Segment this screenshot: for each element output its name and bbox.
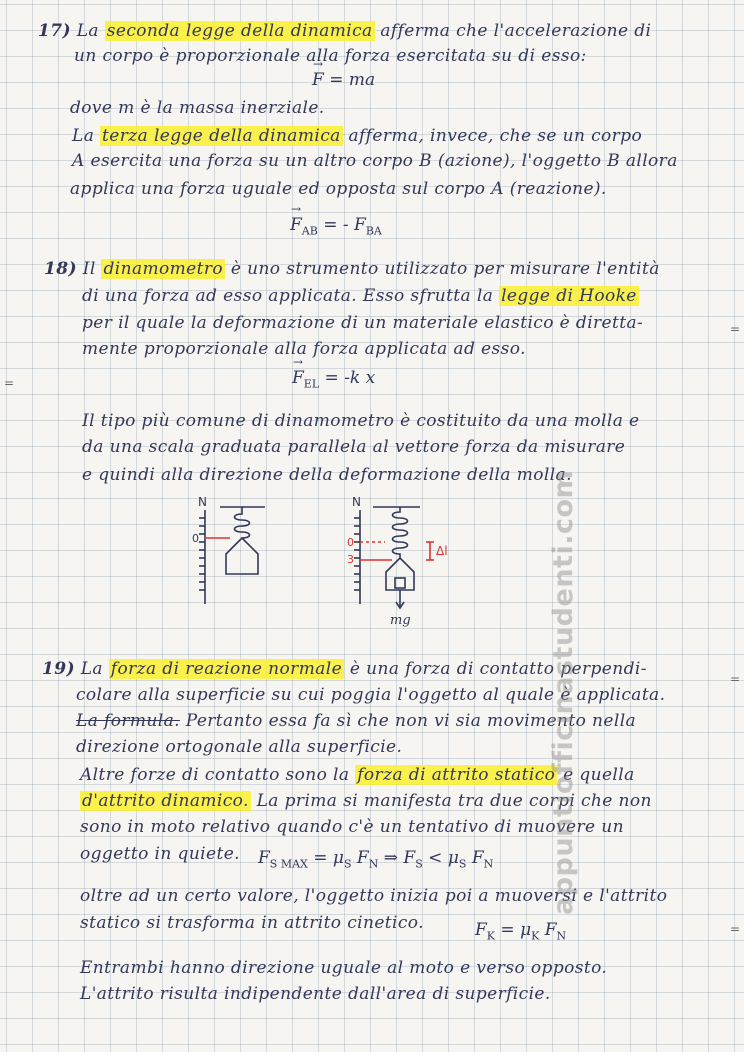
highlight-forza-reazione-normale: forza di reazione normale — [110, 659, 343, 679]
highlight-seconda-legge: seconda legge della dinamica — [106, 21, 373, 41]
s17-line-3: dove m è la massa inerziale. — [70, 98, 325, 118]
sub-k2: K — [531, 929, 540, 943]
highlight-attrito-statico: forza di attrito statico — [357, 765, 556, 785]
s18-line-7: e quindi alla direzione della deformazione della molla. — [82, 465, 572, 485]
margin-mark-right-2: = — [730, 672, 741, 686]
dynamometer-loaded — [354, 507, 434, 608]
formula-eq: = - F — [317, 215, 366, 235]
sub-s1: S — [343, 857, 352, 871]
vec-force: → F — [312, 70, 324, 90]
highlight-dinamometro: dinamometro — [103, 259, 224, 279]
label-delta-l: Δl — [436, 544, 448, 558]
s19-formula-static-friction — [258, 848, 493, 870]
f-s: F — [258, 848, 270, 868]
sub-el: EL — [303, 377, 320, 391]
s19-l6b: La prima si manifesta tra due corpi che non — [250, 791, 652, 811]
s17-l1b: afferma che l'accelerazione di — [374, 21, 652, 41]
s17-formula-third-law — [290, 215, 382, 237]
mu-k: = μ — [495, 920, 532, 940]
strikethrough-text: La formula. — [76, 711, 180, 731]
label-three: 3 — [347, 553, 354, 566]
f-n3: F — [539, 920, 557, 940]
s19-l3b: Pertanto essa fa sì che non vi sia movimento nella — [179, 711, 637, 731]
s19-line-10: statico si trasforma in attrito cinetico. — [80, 913, 424, 933]
sub-ab: AB — [301, 224, 318, 238]
dynamometer-diagram — [180, 492, 450, 632]
sub-s3: S — [458, 857, 467, 871]
s19-line-4: direzione ortogonale alla superficie. — [76, 737, 403, 757]
sub-n2: N — [483, 857, 494, 871]
mu-s2: < μ — [422, 848, 459, 868]
label-zero1: 0 — [192, 532, 199, 545]
s18-line-3: per il quale la deformazione di un materiale elastico è diretta- — [82, 313, 644, 333]
highlight-terza-legge: terza legge della dinamica — [102, 126, 341, 146]
label-n2: N — [352, 495, 361, 509]
s19-line-2: colare alla superficie su cui poggia l'oggetto al quale è applicata. — [76, 685, 666, 705]
s19-l5a: Altre forze di contatto sono la — [80, 765, 356, 785]
s17-formula-newton — [312, 70, 375, 90]
sub-k: K — [486, 929, 496, 943]
s19-line-8: oggetto in quiete. — [80, 844, 240, 864]
label-mg: mg — [390, 613, 411, 628]
highlight-attrito-dinamico: d'attrito dinamico. — [82, 791, 249, 811]
margin-mark-right-1: = — [730, 322, 741, 336]
s17-line-4 — [72, 125, 642, 147]
s18-l2a: di una forza ad esso applicata. Esso sfrutta la — [82, 286, 500, 306]
s17-line-2: un corpo è proporzionale alla forza esercitata su di esso: — [74, 46, 587, 66]
watermark: appuntiofficinastudenti.com — [548, 469, 579, 915]
s17-l4b: afferma, invece, che se un corpo — [342, 126, 643, 146]
f-n2: F — [466, 848, 484, 868]
s17-l1a: La — [76, 21, 105, 41]
s17-line-5: A esercita una forza su un altro corpo B (azione), l'oggetto B allora — [72, 151, 678, 171]
s18-formula-hooke — [292, 368, 375, 390]
s17-number: 17) — [38, 21, 71, 41]
s18-line-2 — [82, 285, 639, 307]
vec-fab: → F — [290, 215, 302, 235]
s19-formula-kinetic-friction — [475, 920, 566, 942]
s19-number: 19) — [42, 659, 75, 679]
s19-line-12: L'attrito risulta indipendente dall'area di superficie. — [80, 984, 551, 1004]
s18-line-6: da una scala graduata parallela al vettore forza da misurare — [82, 437, 626, 457]
s17-line-6: applica una forza uguale ed opposta sul corpo A (reazione). — [70, 179, 607, 199]
mu-s: = μ — [307, 848, 344, 868]
formula-rhs: = ma — [323, 70, 376, 90]
s19-l1a: La — [80, 659, 109, 679]
s18-l1b: è uno strumento utilizzato per misurare l'entità — [225, 259, 660, 279]
margin-mark-left: = — [4, 376, 15, 390]
s18-l1a: Il — [82, 259, 102, 279]
highlight-legge-hooke: legge di Hooke — [501, 286, 637, 306]
sub-smax: S MAX — [269, 857, 308, 871]
sub-n1: N — [368, 857, 379, 871]
s19-l1b: è una forza di contatto perpendi- — [344, 659, 647, 679]
dynamometer-rest — [199, 507, 265, 604]
sub-ba: BA — [365, 224, 382, 238]
label-n1: N — [198, 495, 207, 509]
f-k: F — [475, 920, 487, 940]
implies: ⇒ F — [378, 848, 416, 868]
label-zero2: 0 — [347, 536, 354, 549]
sub-s2: S — [415, 857, 423, 871]
s19-line-7: sono in moto relativo quando c'è un tentativo di muovere un — [80, 817, 624, 837]
s18-number: 18) — [44, 259, 77, 279]
s18-line-1 — [44, 258, 660, 280]
s19-line-9: oltre ad un certo valore, l'oggetto inizia poi a muoversi e l'attrito — [80, 886, 668, 906]
formula-hooke-rhs: = -k x — [319, 368, 376, 388]
s18-line-5: Il tipo più comune di dinamometro è costituito da una molla e — [82, 411, 640, 431]
s18-line-4: mente proporzionale alla forza applicata ad esso. — [82, 339, 526, 359]
s19-l5b: e quella — [557, 765, 635, 785]
s17-line-1 — [38, 20, 651, 42]
s19-line-11: Entrambi hanno direzione uguale al moto e verso opposto. — [80, 958, 608, 978]
s17-l4a: La — [72, 126, 101, 146]
sub-n3: N — [556, 929, 567, 943]
vec-fel: → F — [292, 368, 304, 388]
margin-mark-right-3: = — [730, 922, 741, 936]
f-n1: F — [351, 848, 369, 868]
